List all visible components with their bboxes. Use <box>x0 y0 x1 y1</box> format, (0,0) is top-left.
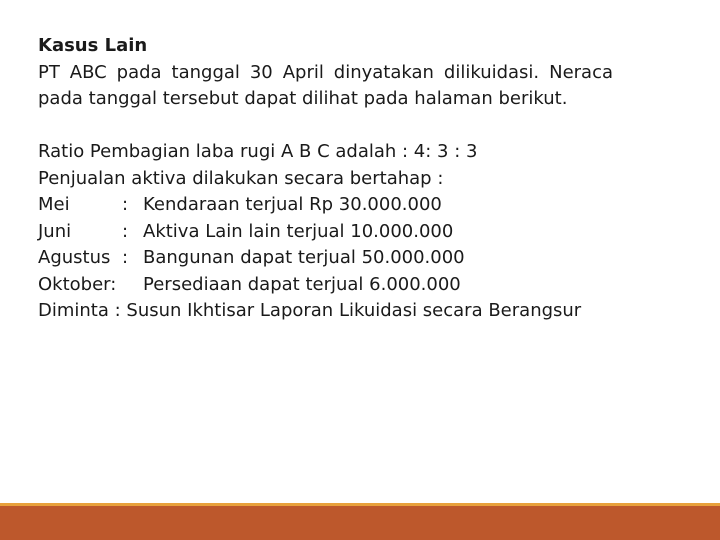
schedule-month: Juni <box>38 220 72 242</box>
schedule-row-agustus <box>38 245 613 272</box>
slide-content <box>38 33 613 325</box>
schedule-row-oktober <box>38 272 613 299</box>
schedule-text: Kendaraan terjual Rp 30.000.000 <box>143 194 442 215</box>
footer-bar <box>0 503 720 540</box>
schedule-colon: : <box>122 247 129 268</box>
schedule-month: Agustus <box>38 247 111 268</box>
schedule-text: Aktiva Lain lain terjual 10.000.000 <box>143 220 454 242</box>
spacer <box>38 113 613 140</box>
schedule-month: Oktober: <box>38 273 117 295</box>
schedule-colon: : <box>122 220 129 242</box>
ratio-line: Ratio Pembagian laba rugi A B C adalah : 4: 3 : 3 <box>38 141 478 162</box>
schedule-month: Mei <box>38 194 70 215</box>
schedule-text: Persediaan dapat terjual 6.000.000 <box>143 273 461 295</box>
schedule-row-juni <box>38 219 613 246</box>
schedule-colon: : <box>122 194 129 215</box>
intro-paragraph: PT ABC pada tanggal 30 April dinyatakan dilikuidasi. Neraca pada tanggal tersebut dapat dilihat pada halaman berikut. <box>38 61 613 109</box>
schedule-text: Bangunan dapat terjual 50.000.000 <box>143 247 465 268</box>
schedule-row-mei <box>38 192 613 219</box>
schedule-colon <box>122 272 143 299</box>
request-line: Diminta : Susun Ikhtisar Laporan Likuidasi secara Berangsur <box>38 300 582 321</box>
sales-line: Penjualan aktiva dilakukan secara bertahap : <box>38 167 444 189</box>
case-heading: Kasus Lain <box>38 35 148 56</box>
